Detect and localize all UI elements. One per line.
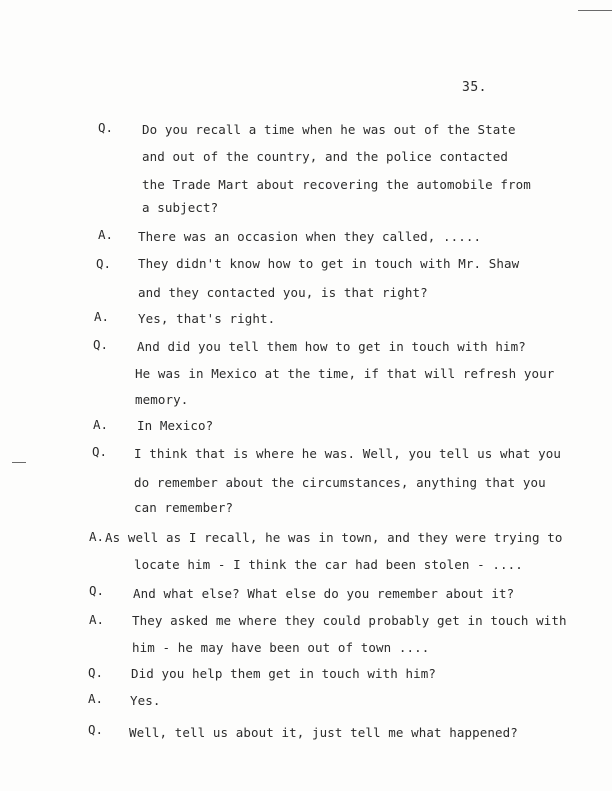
- transcript-line: They asked me where they could probably get in touch with: [132, 613, 567, 628]
- transcript-line: As well as I recall, he was in town, and they were trying to: [105, 530, 563, 545]
- transcript-line: can remember?: [134, 500, 234, 515]
- speaker-label: Q.: [96, 256, 112, 271]
- scan-mark-top-right: [578, 10, 612, 11]
- transcript-line: Do you recall a time when he was out of the State: [142, 122, 516, 137]
- speaker-label: A.: [94, 309, 110, 324]
- transcript-line: They didn't know how to get in touch with Mr. Shaw: [138, 256, 520, 271]
- transcript-line: and out of the country, and the police contacted: [142, 149, 509, 164]
- scan-mark-left: [12, 462, 26, 463]
- transcript-line: him - he may have been out of town ....: [132, 640, 430, 655]
- transcript-line: the Trade Mart about recovering the automobile from: [142, 177, 531, 192]
- transcript-line: Did you help them get in touch with him?: [131, 666, 437, 681]
- speaker-label: A.: [88, 691, 104, 706]
- speaker-label: Q.: [98, 120, 114, 135]
- speaker-label: A.: [93, 417, 109, 432]
- transcript-line: memory.: [135, 392, 189, 407]
- page-number: 35.: [462, 80, 487, 95]
- transcript-line: I think that is where he was. Well, you tell us what you: [134, 446, 562, 461]
- transcript-line: He was in Mexico at the time, if that will refresh your: [135, 366, 555, 381]
- transcript-line: And did you tell them how to get in touch with him?: [137, 339, 526, 354]
- transcript-line: Yes.: [130, 693, 161, 708]
- speaker-label: A.: [89, 529, 105, 544]
- transcript-line: do remember about the circumstances, anything that you: [134, 475, 546, 490]
- transcript-line: and they contacted you, is that right?: [138, 285, 428, 300]
- speaker-label: A.: [98, 227, 114, 242]
- transcript-line: In Mexico?: [137, 418, 214, 433]
- speaker-label: A.: [89, 612, 105, 627]
- transcript-line: a subject?: [142, 200, 219, 215]
- speaker-label: Q.: [93, 337, 109, 352]
- transcript-line: Yes, that's right.: [138, 311, 276, 326]
- speaker-label: Q.: [88, 722, 104, 737]
- speaker-label: Q.: [92, 444, 108, 459]
- transcript-line: locate him - I think the car had been stolen - ....: [134, 557, 523, 572]
- transcript-line: And what else? What else do you remember about it?: [133, 586, 515, 601]
- transcript-line: Well, tell us about it, just tell me what happened?: [129, 725, 518, 740]
- speaker-label: Q.: [88, 665, 104, 680]
- speaker-label: Q.: [89, 583, 105, 598]
- transcript-line: There was an occasion when they called, .....: [138, 229, 482, 244]
